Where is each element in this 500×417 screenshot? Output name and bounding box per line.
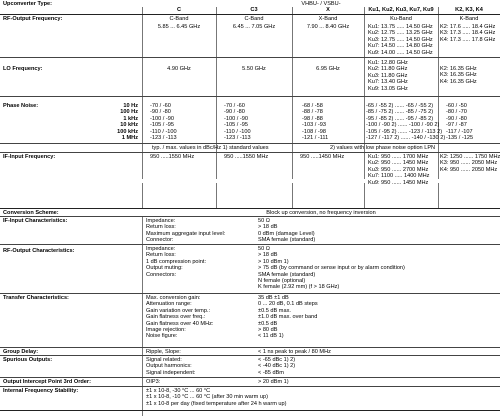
col-divider	[292, 7, 293, 179]
lo-k-list: K2: 16.35 GHz K3: 16.35 GHz K4: 16.35 GHz	[440, 66, 477, 85]
rf-out-k-list: K2: 17.6 ..... 18.4 GHz K3: 17.3 ..... 18.4 GHz K4: 17.3 ..... 17.8 GHz	[440, 24, 496, 43]
phase-noise-x: -68 / -58 -88 / -78 -98 / -88 -103 / -93 -108 / -98 -121 / -111	[302, 103, 329, 141]
lo-c: 4.90 GHz	[167, 66, 191, 72]
oip3-param: OIP3:	[146, 379, 161, 385]
rf-out-ku-list: Ku1: 13.75 ..... 14.50 GHz Ku2: 12.75 ..... 13.25 GHz Ku3: 12.75 ..... 14.50 GHz Ku7: 14.50 ..... 14.80 GHz Ku9: 14.00 ..... 14.50 GHz	[368, 24, 433, 56]
rf-out-c3-band: C-Band	[244, 16, 264, 22]
rf-out-k-band: K-Band	[459, 16, 479, 22]
transfer-characteristics-label: Transfer Characteristics:	[3, 295, 69, 301]
spurious-outputs-label: Spurious Outputs:	[3, 357, 53, 363]
group-delay-param: Ripple, Slope:	[146, 349, 181, 355]
phase-noise-c3: -70 / -60 -90 / -80 -100 / -90 -105 / -95 -110 / -100 -123 / -113	[224, 103, 251, 141]
rf-out-x-range: 7.90 ... 8.40 GHz	[306, 24, 350, 30]
col-divider	[364, 7, 365, 179]
band-col-c3: C3	[250, 7, 258, 13]
phase-noise-label: Phase Noise:	[3, 103, 39, 109]
if-input-characteristics-label: IF-Input Characteristics:	[3, 218, 68, 224]
if-char-values: 50 Ω > 18 dB 0 dBm (damage Level) SMA female (standard)	[258, 218, 316, 244]
frequency-stability-values: ±1 x 10-8, -30 °C ... 60 °C ±1 x 10-8, -10 °C ... 60 °C (after 30 min warm up) ±1 x 10-8 per day (fixed temperature after 24 h warm up)	[146, 388, 287, 407]
group-delay-value: < 1 ns peak to peak / 80 MHz	[258, 349, 331, 355]
lo-frequency-label: LO Frequency:	[3, 66, 43, 72]
transfer-params: Max. conversion gain: Attenuation range: Gain variation over temp.: Gain flatness over freq.: Gain flatness over 40 MHz: Image rejection: Noise figure:	[146, 295, 214, 340]
frequency-stability-label: Internal Frequency Stability:	[3, 388, 79, 394]
col-divider	[142, 183, 143, 209]
if-in-c3: 950 .....1550 MHz	[224, 154, 269, 160]
col-divider	[438, 7, 439, 179]
conversion-scheme-value: Block up conversion, no frequency inversion	[266, 210, 376, 216]
oip3-label: Output Intercept Point 3rd Order:	[3, 379, 91, 385]
band-col-ku: Ku1, Ku2, Ku3, Ku7, Ku9	[368, 7, 434, 13]
phase-noise-note-lpn: 2) values with low phase noise option LPN	[330, 145, 436, 151]
rf-out-c3-range: 6.45 ... 7.05 GHz	[232, 24, 276, 30]
transfer-values: 35 dB ±1 dB 0 ... 20 dB, 0.1 dB steps ±0.5 dB max. ±1.0 dB max. over band ±0.5 dB > 80 dB < 11 dB 1)	[258, 295, 318, 340]
col-divider	[364, 183, 365, 209]
rf-output-frequency-label: RF-Output Frequency:	[3, 16, 63, 22]
if-in-x: 950 .....1450 MHz	[300, 154, 345, 160]
lo-x: 6.95 GHz	[316, 66, 340, 72]
col-divider	[142, 7, 143, 179]
band-col-c: C	[176, 7, 182, 13]
band-col-x: X	[326, 7, 330, 13]
if-in-k-list: K2: 1250 ...... 1750 MHz K3: 950 ...... 2050 MHz K4: 950 ...... 2050 MHz	[440, 154, 500, 173]
phase-noise-k: -60 / -50 -80 / -70 -90 / -80 -97 / -87 -117 / -107 -135 / -125	[446, 103, 474, 141]
rf-output-characteristics-label: RF-Output Characteristics:	[3, 248, 75, 254]
oip3-value: > 20 dBm 1)	[258, 379, 289, 385]
col-divider	[216, 183, 217, 209]
rf-out-c-band: C-Band	[169, 16, 189, 22]
spurious-values: < -65 dBc 1) 2) < -40 dBc 1) 2) < -85 dBm	[258, 357, 296, 376]
col-divider	[292, 183, 293, 209]
rf-char-params: Impedance: Return loss: 1 dB compression point: Output muting: Connectors:	[146, 246, 207, 278]
if-char-params: Impedance: Return loss: Maximum aggregate input level: Connector:	[146, 218, 226, 244]
rf-out-x-band: X-Band	[318, 16, 338, 22]
conversion-scheme-label: Conversion Scheme:	[3, 210, 59, 216]
rf-out-c-range: 5.85 ... 6.45 GHz	[157, 24, 201, 30]
rf-out-ku-band: Ku-Band	[390, 16, 412, 22]
if-input-frequency-label: IF-Input Frequency:	[3, 154, 56, 160]
phase-noise-c: -70 / -60 -90 / -80 -100 / -90 -105 / -95 -110 / -100 -123 / -113	[150, 103, 177, 141]
lo-c3: 5.50 GHz	[242, 66, 266, 72]
col-divider	[438, 183, 439, 209]
spurious-params: Signal related: Output harmonics: Signal independent:	[146, 357, 196, 376]
family-header: VHBU- / VSBU-	[301, 1, 341, 7]
col-divider	[216, 7, 217, 179]
if-in-c: 950 .....1550 MHz	[150, 154, 195, 160]
phase-noise-offsets: 10 Hz 100 Hz 1 kHz 10 kHz 100 kHz 1 MHz	[117, 103, 138, 141]
phase-noise-note-typ: typ. / max. values in dBc/Hz 1) standard values	[152, 145, 269, 151]
phase-noise-ku: -65 / -55 2) ...... -65 / -55 2) -85 / -75 2) ...... -85 / -75 2) -95 / -85 2) ...... -95 / -85 2) -100 / -90 2) ...... -100 / -90 2) -105 / -95 2) ...... -123 / -113 2) -127 / -117 2) ...... -140 / -130 2)	[366, 103, 446, 141]
if-in-ku-list: Ku1: 950 ...... 1700 MHz Ku2: 950 ...... 1450 MHz Ku3: 950 ...... 2700 MHz Ku7: 1100 ..... 1400 MHz Ku9: 950 ...... 1450 MHz	[368, 154, 430, 186]
lo-ku-list: Ku1: 12.80 GHz Ku2: 11.80 GHz Ku3: 11.80 GHz Ku7: 13.40 GHz Ku9: 13.05 GHz	[368, 60, 408, 92]
band-col-k: K2, K3, K4	[455, 7, 483, 13]
rf-char-values: 50 Ω > 18 dB > 10 dBm 1) > 75 dB (by command or sense input or by alarm condition) SMA female (standard) N female (optional) K female (2.92 mm) (f > 18 GHz)	[258, 246, 405, 291]
upconverter-type-label: Upconverter Type:	[3, 1, 53, 7]
group-delay-label: Group Delay:	[3, 349, 39, 355]
